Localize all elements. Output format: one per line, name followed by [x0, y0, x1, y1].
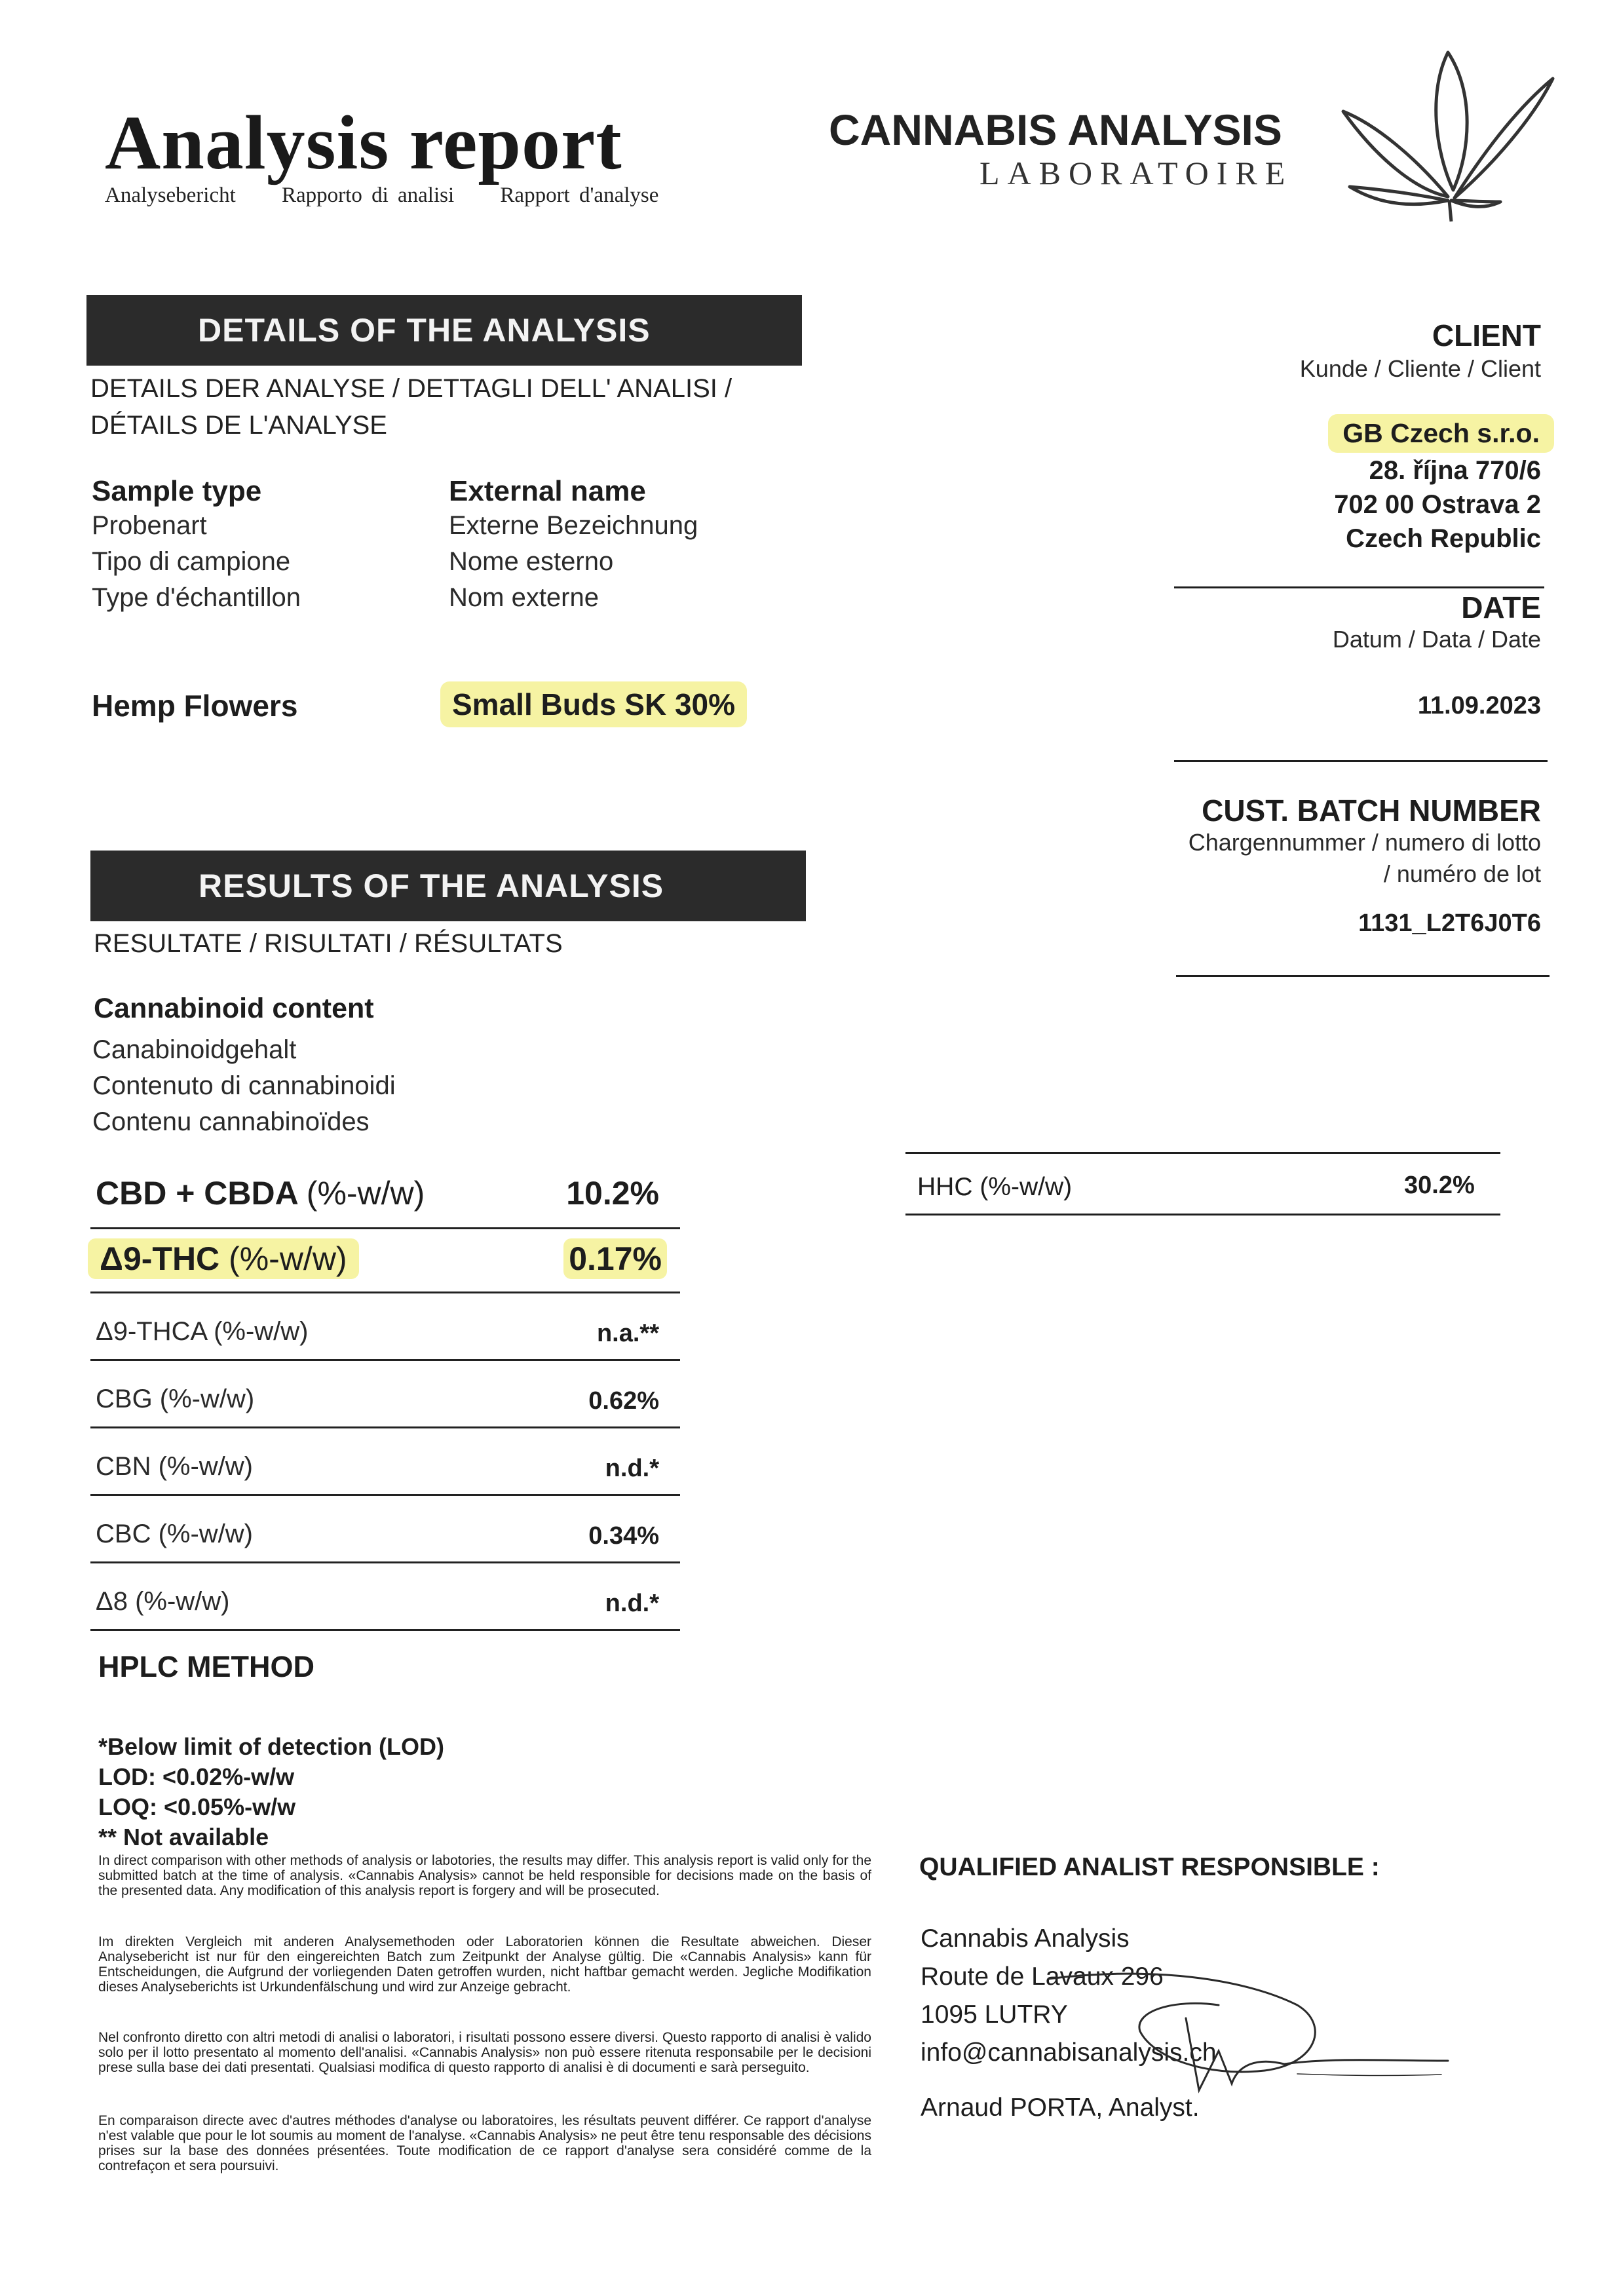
client-address: [1334, 453, 1541, 556]
lab-name: CANNABIS ANALYSIS: [829, 105, 1282, 154]
cannabinoid-fr: Contenu cannabinoïdes: [92, 1107, 370, 1136]
cannabinoid-it: Contenuto di cannabinoidi: [92, 1071, 396, 1100]
disclaimer-it: Nel confronto diretto con altri metodi di analisi o laboratori, i risultati possono essere diversi. Questo rapporto di analisi è valido solo per il lotto presentato al momento dell'analisi. «Cannabis Analysis» non può essere ritenuta responsabile per le decisioni prese sulla base dei dati presentati. Qualsiasi modifica di questo rapporto di analisi è di documenti e sarà perseguito.: [98, 2030, 871, 2075]
external-name-title: External name: [449, 475, 646, 507]
batch-subheading: [1189, 827, 1541, 890]
method-note: *Below limit of detection (LOD): [98, 1733, 444, 1760]
qualified-heading: QUALIFIED ANALIST RESPONSIBLE :: [919, 1853, 1380, 1881]
method-note: ** Not available: [98, 1824, 269, 1850]
client-address-line: 702 00 Ostrava 2: [1334, 490, 1541, 519]
cannabinoid-de: Canabinoidgehalt: [92, 1035, 297, 1064]
client-name: GB Czech s.r.o.: [1328, 414, 1554, 453]
result-row-cbn: [90, 1428, 680, 1496]
result-value: n.d.*: [605, 1590, 659, 1617]
result-name: CBD + CBDA: [96, 1175, 297, 1212]
method-notes: [98, 1732, 444, 1852]
result-value: 0.34%: [588, 1522, 659, 1550]
batch-number: 1131_L2T6J0T6: [1358, 909, 1541, 937]
external-name-de: Externe Bezeichnung: [449, 511, 698, 540]
external-name-block: [449, 475, 698, 616]
cannabis-leaf-icon: [1337, 26, 1559, 223]
qualified-address-line: Cannabis Analysis: [921, 1924, 1130, 1953]
hhc-value: 30.2%: [1404, 1172, 1475, 1199]
method-heading: HPLC METHOD: [98, 1650, 314, 1683]
result-unit: (%-w/w): [306, 1175, 425, 1212]
results-subtitle: RESULTATE / RISULTATI / RÉSULTATS: [94, 929, 563, 958]
external-name-value: Small Buds SK 30%: [440, 681, 747, 727]
subtitle-de: Analysebericht: [105, 183, 236, 207]
date-subheading: Datum / Data / Date: [1332, 626, 1541, 653]
lab-subtitle: LABORATOIRE: [980, 155, 1293, 191]
method-note: LOD: <0.02%-w/w: [98, 1763, 295, 1790]
date-heading: DATE: [1461, 590, 1541, 624]
result-label: Δ8 (%-w/w): [96, 1587, 230, 1616]
result-value: n.d.*: [605, 1455, 659, 1482]
cannabinoid-subtitle: [92, 1032, 396, 1140]
divider: [1174, 760, 1548, 762]
qualified-address-line: info@cannabisanalysis.ch: [921, 2038, 1217, 2067]
result-unit: (%-w/w): [229, 1240, 347, 1277]
divider: [905, 1152, 1500, 1154]
disclaimer-fr: En comparaison directe avec d'autres méthodes d'analyse ou laboratoires, les résultats peuvent différer. Ce rapport d'analyse n'est valable que pour le lot soumis au moment de l'analyse. «Cannabis Analysis» ne peut être tenu responsable des décisions prises sur la base des données présentées. Toute modification de ce rapport d'analyse sera considéré comme de la contrefaçon et sera poursuivi.: [98, 2113, 871, 2173]
client-heading: CLIENT: [1432, 318, 1541, 353]
result-row-thc: [90, 1229, 680, 1293]
result-value: n.a.**: [596, 1320, 659, 1347]
report-subtitle: [105, 183, 695, 208]
client-subheading: Kunde / Cliente / Client: [1299, 355, 1541, 382]
details-subtitle: [90, 370, 844, 444]
qualified-address-line: Route de Lavaux 296: [921, 1962, 1164, 1991]
qualified-address-line: 1095 LUTRY: [921, 2000, 1068, 2029]
result-value: 0.62%: [588, 1387, 659, 1415]
sample-type-title: Sample type: [92, 475, 262, 507]
results-section-bar: RESULTS OF THE ANALYSIS: [90, 851, 806, 921]
sample-type-block: [92, 475, 301, 616]
result-label: [88, 1238, 359, 1279]
subtitle-fr: Rapport d'analyse: [500, 183, 659, 207]
result-label: CBN (%-w/w): [96, 1452, 253, 1481]
analyst-name: Arnaud PORTA, Analyst.: [921, 2094, 1200, 2122]
external-name-it: Nome esterno: [449, 547, 614, 576]
report-title: Analysis report: [105, 100, 622, 185]
disclaimer-en: In direct comparison with other methods of analysis or labotories, the results may differ. This analysis report is valid only for the submitted batch at the time of analysis. «Cannabis Analysis» cannot be held responsible for decisions made on the basis of the presented data. Any modification of this analysis report is forgery and will be prosecuted.: [98, 1853, 871, 1898]
result-label: CBC (%-w/w): [96, 1520, 253, 1548]
sample-type-fr: Type d'échantillon: [92, 583, 301, 612]
result-row-cbg: [90, 1361, 680, 1428]
result-label: [96, 1174, 425, 1212]
sample-type-de: Probenart: [92, 511, 207, 540]
external-name-fr: Nom externe: [449, 583, 599, 612]
subtitle-it: Rapporto di analisi: [282, 183, 455, 207]
result-value: 0.17%: [563, 1238, 667, 1279]
result-label: Δ9-THCA (%-w/w): [96, 1317, 309, 1346]
hhc-label: HHC (%-w/w): [917, 1173, 1073, 1201]
result-row-delta8: [90, 1563, 680, 1631]
sample-type-it: Tipo di campione: [92, 547, 291, 576]
result-row-thca: [90, 1293, 680, 1361]
method-note: LOQ: <0.05%-w/w: [98, 1793, 296, 1820]
date-value: 11.09.2023: [1417, 692, 1541, 719]
divider: [1174, 586, 1544, 588]
batch-subheading-line: / numéro de lot: [1383, 860, 1541, 887]
result-label: CBG (%-w/w): [96, 1385, 255, 1413]
divider: [1176, 975, 1550, 977]
result-value: 10.2%: [566, 1175, 659, 1212]
result-name: Δ9-THC: [100, 1240, 220, 1277]
results-table: [90, 1165, 680, 1631]
details-subtitle-line: DÉTAILS DE L'ANALYSE: [90, 411, 387, 440]
result-row-cbc: [90, 1496, 680, 1563]
details-section-bar: DETAILS OF THE ANALYSIS: [86, 295, 802, 366]
details-subtitle-line: DETAILS DER ANALYSE / DETTAGLI DELL' ANALISI /: [90, 374, 732, 403]
sample-type-value: Hemp Flowers: [92, 689, 298, 723]
batch-subheading-line: Chargennummer / numero di lotto: [1188, 829, 1541, 856]
signature: [1022, 1959, 1468, 2123]
disclaimer-de: Im direkten Vergleich mit anderen Analysemethoden oder Laboratorien können die Resultate abweichen. Dieser Analysebericht ist nur für den eingereichten Batch zum Zeitpunkt der Analyse gültig. Die «Cannabis Analysis» kann für Entscheidungen, die Aufgrund der vorliegenden Daten getroffen wurden, nicht haftbar gemacht werden. Jegliche Modifikation dieses Analyseberichts ist Urkundenfälschung und wird zur Anzeige gebracht.: [98, 1934, 871, 1995]
client-address-line: 28. října 770/6: [1369, 456, 1541, 485]
client-address-line: Czech Republic: [1346, 524, 1541, 553]
result-row-cbd: [90, 1165, 680, 1229]
divider: [905, 1214, 1500, 1215]
cannabinoid-title: Cannabinoid content: [94, 993, 374, 1024]
batch-heading: CUST. BATCH NUMBER: [1202, 794, 1541, 828]
